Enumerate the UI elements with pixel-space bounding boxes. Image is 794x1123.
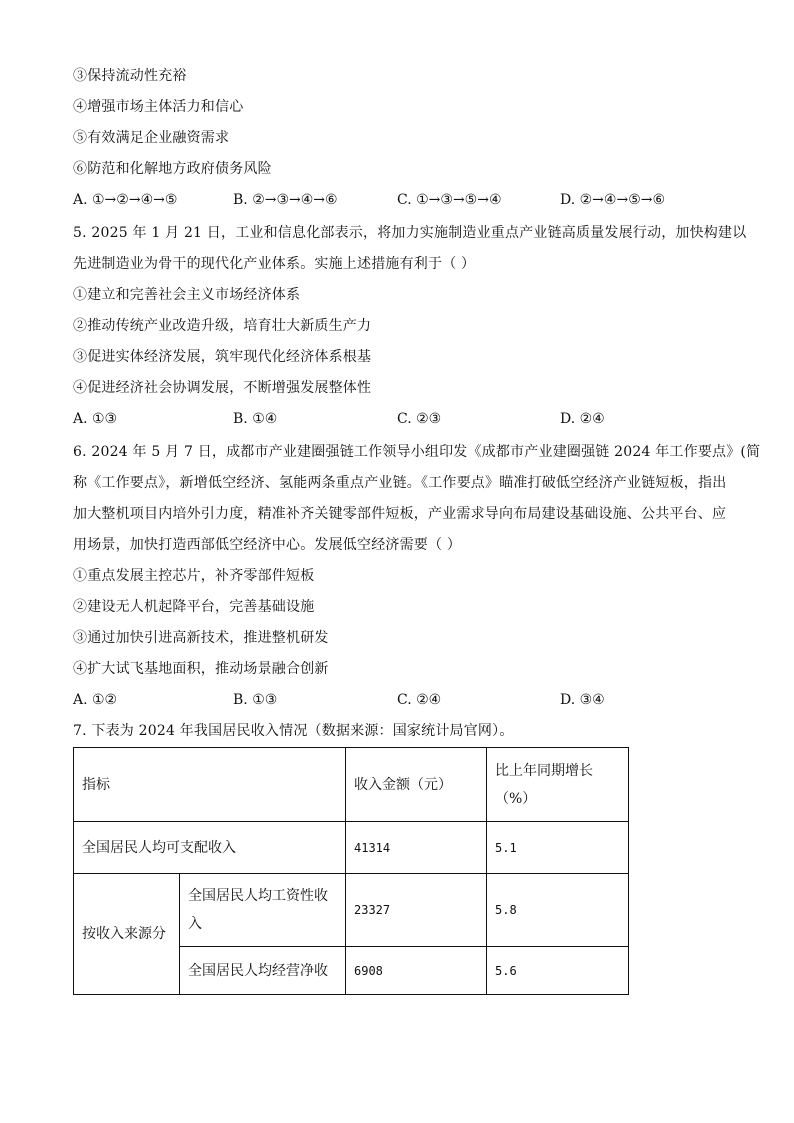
q5-item-4: ④促进经济社会协调发展，不断增强发展整体性 — [73, 380, 372, 396]
row-label — [180, 874, 346, 947]
q4-option-c[interactable]: C. ①→③→⑤→④ — [397, 192, 502, 208]
q4-item-3: ③保持流动性充裕 — [73, 68, 187, 84]
q5-stem-line1: 5. 2025 年 1 月 21 日，工业和信息化部表示，将加力实施制造业重点产业链高质量发展行动，加快构建以 — [73, 225, 747, 241]
income-table — [73, 747, 629, 995]
q5-option-d[interactable]: D. ②④ — [560, 411, 605, 427]
q4-item-6: ⑥防范和化解地方政府债务风险 — [73, 161, 272, 177]
q6-item-2: ②建设无人机起降平台，完善基础设施 — [73, 599, 315, 615]
header-growth — [487, 748, 629, 822]
q6-item-3: ③通过加快引进高新技术，推进整机研发 — [73, 630, 329, 646]
q6-option-a[interactable]: A. ①② — [73, 692, 118, 708]
q6-stem-line4: 用场景，加快打造西部低空经济中心。发展低空经济需要（ ） — [73, 537, 462, 553]
q4-option-b[interactable]: B. ②→③→④→⑥ — [233, 192, 338, 208]
q4-option-d[interactable]: D. ②→④→⑤→⑥ — [560, 192, 666, 208]
q5-stem-line2: 先进制造业为骨干的现代化产业体系。实施上述措施有利于（ ） — [73, 256, 476, 272]
header-amount: 收入金额（元） — [346, 748, 487, 822]
q5-options — [73, 409, 733, 429]
q6-item-1: ①重点发展主控芯片，补齐零部件短板 — [73, 568, 315, 584]
row-amount: 23327 — [346, 874, 487, 947]
q4-options — [73, 190, 733, 210]
q6-option-d[interactable]: D. ③④ — [560, 692, 605, 708]
q5-option-b[interactable]: B. ①④ — [233, 411, 278, 427]
row-growth: 5.1 — [487, 822, 629, 874]
row-label-line1: 全国居民人均工资性收 — [188, 888, 328, 904]
q5-item-1: ①建立和完善社会主义市场经济体系 — [73, 287, 301, 303]
q6-stem-line1: 6. 2024 年 5 月 7 日，成都市产业建圈强链工作领导小组印发《成都市产业建圈强链 2024 年工作要点》(简 — [73, 444, 761, 460]
row-growth: 5.8 — [487, 874, 629, 947]
q6-options — [73, 690, 733, 710]
q6-option-c[interactable]: C. ②④ — [397, 692, 442, 708]
header-growth-line1: 比上年同期增长 — [495, 762, 593, 779]
q5-item-2: ②推动传统产业改造升级，培育壮大新质生产力 — [73, 318, 372, 334]
row-label-line2: 入 — [188, 916, 202, 932]
q4-item-4: ④增强市场主体活力和信心 — [73, 99, 244, 115]
q5-option-a[interactable]: A. ①③ — [73, 411, 118, 427]
header-indicator: 指标 — [74, 748, 346, 822]
header-growth-line2: （%） — [495, 790, 537, 807]
group-label: 按收入来源分 — [74, 874, 180, 995]
row-growth: 5.6 — [487, 947, 629, 995]
q7-stem: 7. 下表为 2024 年我国居民收入情况（数据来源：国家统计局官网）。 — [73, 723, 514, 739]
table-row — [74, 874, 629, 947]
row-label: 全国居民人均可支配收入 — [74, 822, 346, 874]
q6-item-4: ④扩大试飞基地面积，推动场景融合创新 — [73, 661, 329, 677]
q5-option-c[interactable]: C. ②③ — [397, 411, 442, 427]
q4-item-5: ⑤有效满足企业融资需求 — [73, 130, 230, 146]
q4-option-a[interactable]: A. ①→②→④→⑤ — [73, 192, 178, 208]
table-header-row — [74, 748, 629, 822]
q5-item-3: ③促进实体经济发展，筑牢现代化经济体系根基 — [73, 349, 372, 365]
q6-option-b[interactable]: B. ①③ — [233, 692, 278, 708]
row-amount: 41314 — [346, 822, 487, 874]
q6-stem-line3: 加大整机项目内培外引力度，精准补齐关键零部件短板，产业需求导向布局建设基础设施、公共平台、应 — [73, 506, 727, 522]
row-label: 全国居民人均经营净收 — [180, 947, 346, 995]
q6-stem-line2: 称《工作要点》，新增低空经济、氢能两条重点产业链。《工作要点》瞄准打破低空经济产业链短板，指出 — [73, 475, 727, 491]
table-row — [74, 822, 629, 874]
row-amount: 6908 — [346, 947, 487, 995]
